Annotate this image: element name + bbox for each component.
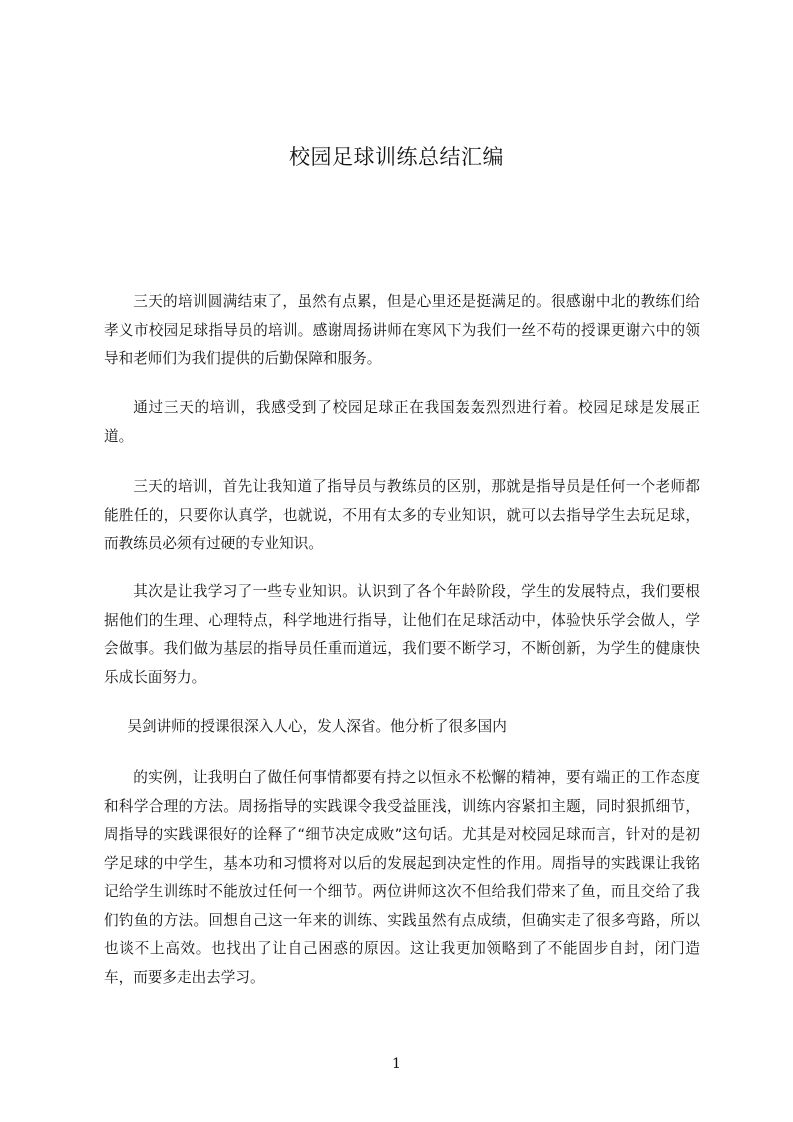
paragraph-2: 通过三天的培训，我感受到了校园足球正在我国轰轰烈烈进行着。校园足球是发展正道。: [104, 399, 700, 445]
paragraph-1: 三天的培训圆满结束了，虽然有点累，但是心里还是挺满足的。很感谢中北的教练们给孝义市校园足球指导员的培训。感谢周扬讲师在寒风下为我们一丝不苟的授课更谢六中的领导和老师们为我们提供的后勤保障和服务。: [104, 293, 700, 367]
paragraph-4: 其次是让我学习了一些专业知识。认识到了各个年龄阶段，学生的发展特点，我们要根据他们的生理、心理特点，科学地进行指导，让他们在足球活动中，体验快乐学会做人，学会做事。我们做为基层的指导员任重而道远，我们要不断学习，不断创新，为学生的健康快乐成长面努力。: [104, 583, 700, 686]
document-title: 校园足球训练总结汇编: [289, 145, 504, 169]
paragraph-3: 三天的培训，首先让我知道了指导员与教练员的区别，那就是指导员是任何一个老师都能胜任的，只要你认真学，也就说，不用有太多的专业知识，就可以去指导学生去玩足球，而教练员必须有过硬的专业知识。: [104, 478, 700, 552]
paragraph-5: 吴剑讲师的授课很深入人心，发人深省。他分析了很多国内: [127, 718, 507, 735]
paragraph-6: 的实例，让我明白了做任何事情都要有持之以恒永不松懈的精神，要有端正的工作态度和科学合理的方法。周扬指导的实践课令我受益匪浅，训练内容紧扣主题，同时狠抓细节，周指导的实践课很好的诠释了“细节决定成败”这句话。尤其是对校园足球而言，针对的是初学足球的中学生，基本功和习惯将对以后的发展起到决定性的作用。周指导的实践课让我铭记给学生训练时不能放过任何一个细节。两位讲师这次不但给我们带来了鱼，而且交给了我们钓鱼的方法。回想自己这一年来的训练、实践虽然有点成绩，但确实走了很多弯路，所以也谈不上高效。也找出了让自己困惑的原因。这让我更加领略到了不能固步自封，闭门造车，而要多走出去学习。: [104, 769, 700, 986]
page-number: 1: [392, 1056, 401, 1072]
